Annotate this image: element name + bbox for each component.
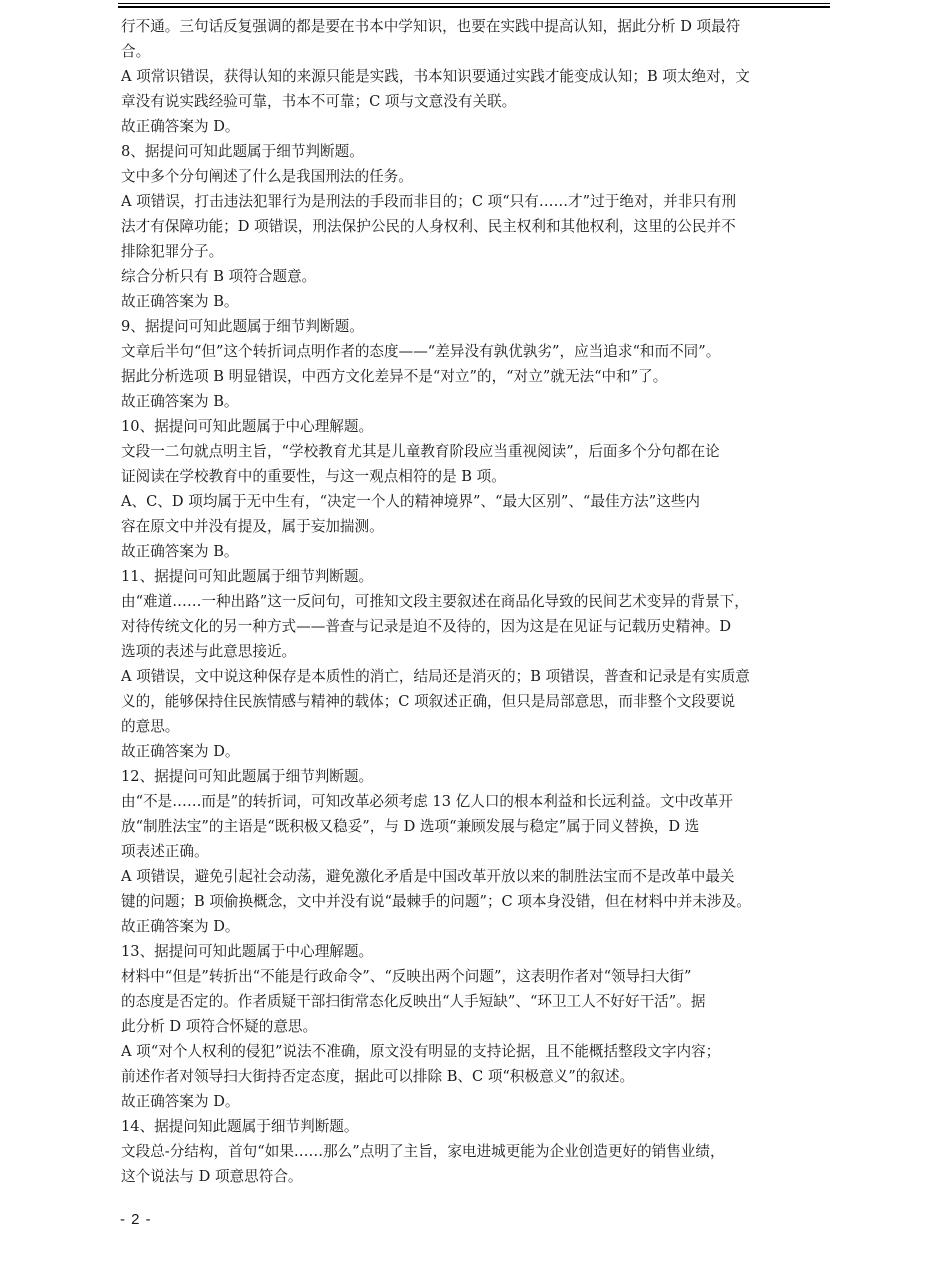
text-line: 放“制胜法宝”的主语是“既积极又稳妥”，与 D 选项“兼顾发展与稳定”属于同义替换，D 选 xyxy=(121,818,700,835)
answer-line: 故正确答案为 D。 xyxy=(121,1093,240,1110)
question-heading: 13、据提问可知此题属于中心理解题。 xyxy=(121,943,374,960)
answer-line: 故正确答案为 D。 xyxy=(121,118,240,135)
text-line: 选项的表述与此意思接近。 xyxy=(121,643,297,660)
text-line: 前述作者对领导扫大街持否定态度，据此可以排除 B、C 项“积极意义”的叙述。 xyxy=(121,1068,635,1085)
text-line: 这个说法与 D 项意思符合。 xyxy=(121,1168,303,1185)
page-number: - 2 - xyxy=(120,1211,152,1228)
text-line: 文章后半句“但”这个转折词点明作者的态度——“差异没有孰优孰劣”，应当追求“和而不同”。 xyxy=(121,343,721,360)
text-line: 对待传统文化的另一种方式——普查与记录是迫不及待的，因为这是在见证与记载历史精神。D xyxy=(121,618,732,635)
answer-line: 故正确答案为 B。 xyxy=(121,543,239,560)
text-line: 项表述正确。 xyxy=(121,843,209,860)
text-line: 综合分析只有 B 项符合题意。 xyxy=(121,268,317,285)
answer-line: 故正确答案为 D。 xyxy=(121,918,240,935)
question-heading: 14、据提问知此题属于细节判断题。 xyxy=(121,1118,359,1135)
question-heading: 8、据提问可知此题属于细节判断题。 xyxy=(121,143,364,160)
text-line: 合。 xyxy=(121,43,151,60)
text-line: 义的，能够保持住民族情感与精神的载体；C 项叙述正确，但只是局部意思，而非整个文段要说 xyxy=(121,693,736,710)
answer-line: 故正确答案为 B。 xyxy=(121,393,239,410)
text-line: 的意思。 xyxy=(121,718,180,735)
text-line: A 项错误，文中说这种保存是本质性的消亡，结局还是消灭的；B 项错误，普查和记录是有实质意 xyxy=(121,668,750,685)
answer-line: 故正确答案为 B。 xyxy=(121,293,239,310)
question-heading: 9、据提问可知此题属于细节判断题。 xyxy=(121,318,364,335)
text-line: 据此分析选项 B 明显错误，中西方文化差异不是“对立”的，“对立”就无法“中和”了。 xyxy=(121,368,668,385)
text-line: 排除犯罪分子。 xyxy=(121,243,224,260)
text-line: 容在原文中并没有提及，属于妄加揣测。 xyxy=(121,518,384,535)
text-line: A 项“对个人权利的侵犯”说法不准确，原文没有明显的支持论据，且不能概括整段文字内容； xyxy=(121,1043,721,1060)
answer-line: 故正确答案为 D。 xyxy=(121,743,240,760)
text-line: 文段总-分结构，首句“如果……那么”点明了主旨，家电进城更能为企业创造更好的销售业绩， xyxy=(121,1143,725,1160)
question-heading: 11、据提问可知此题属于细节判断题。 xyxy=(121,568,374,585)
text-line: 法才有保障功能；D 项错误，刑法保护公民的人身权利、民主权利和其他权利，这里的公民并不 xyxy=(121,218,736,235)
header-rule-thick xyxy=(118,6,830,8)
text-line: 证阅读在学校教育中的重要性，与这一观点相符的是 B 项。 xyxy=(121,468,506,485)
answer-explanations xyxy=(121,14,833,1189)
text-line: 章没有说实践经验可靠，书本不可靠；C 项与文意没有关联。 xyxy=(121,93,517,110)
question-heading: 12、据提问可知此题属于细节判断题。 xyxy=(121,768,374,785)
text-line: A 项常识错误，获得认知的来源只能是实践，书本知识要通过实践才能变成认知；B 项太绝对，文 xyxy=(121,68,750,85)
text-line: 行不通。三句话反复强调的都是要在书本中学知识，也要在实践中提高认知，据此分析 D 项最符 xyxy=(121,18,741,35)
text-line: 此分析 D 项符合怀疑的意思。 xyxy=(121,1018,318,1035)
text-line: 材料中“但是”转折出“不能是行政命令”、“反映出两个问题”，这表明作者对“领导扫大街” xyxy=(121,968,692,985)
text-line: A、C、D 项均属于无中生有，“决定一个人的精神境界”、“最大区别”、“最佳方法”这些内 xyxy=(121,493,701,510)
text-line: 由“不是……而是”的转折词，可知改革必须考虑 13 亿人口的根本利益和长远利益。文中改革开 xyxy=(121,793,733,810)
text-line: 由“难道……一种出路”这一反问句，可推知文段主要叙述在商品化导致的民间艺术变异的背景下， xyxy=(121,593,749,610)
question-heading: 10、据提问可知此题属于中心理解题。 xyxy=(121,418,374,435)
header-rule-thin xyxy=(118,3,830,4)
text-line: A 项错误，打击违法犯罪行为是刑法的手段而非目的；C 项“只有……才”过于绝对，并非只有刑 xyxy=(121,193,737,210)
text-line: A 项错误，避免引起社会动荡，避免激化矛盾是中国改革开放以来的制胜法宝而不是改革中最关 xyxy=(121,868,735,885)
text-line: 键的问题；B 项偷换概念，文中并没有说“最棘手的问题”；C 项本身没错，但在材料中并未涉及。 xyxy=(121,893,751,910)
text-line: 的态度是否定的。作者质疑干部扫街常态化反映出“人手短缺”、“环卫工人不好好干活”。据 xyxy=(121,993,706,1010)
text-line: 文中多个分句阐述了什么是我国刑法的任务。 xyxy=(121,168,413,185)
text-line: 文段一二句就点明主旨，“学校教育尤其是儿童教育阶段应当重视阅读”，后面多个分句都在论 xyxy=(121,443,720,460)
